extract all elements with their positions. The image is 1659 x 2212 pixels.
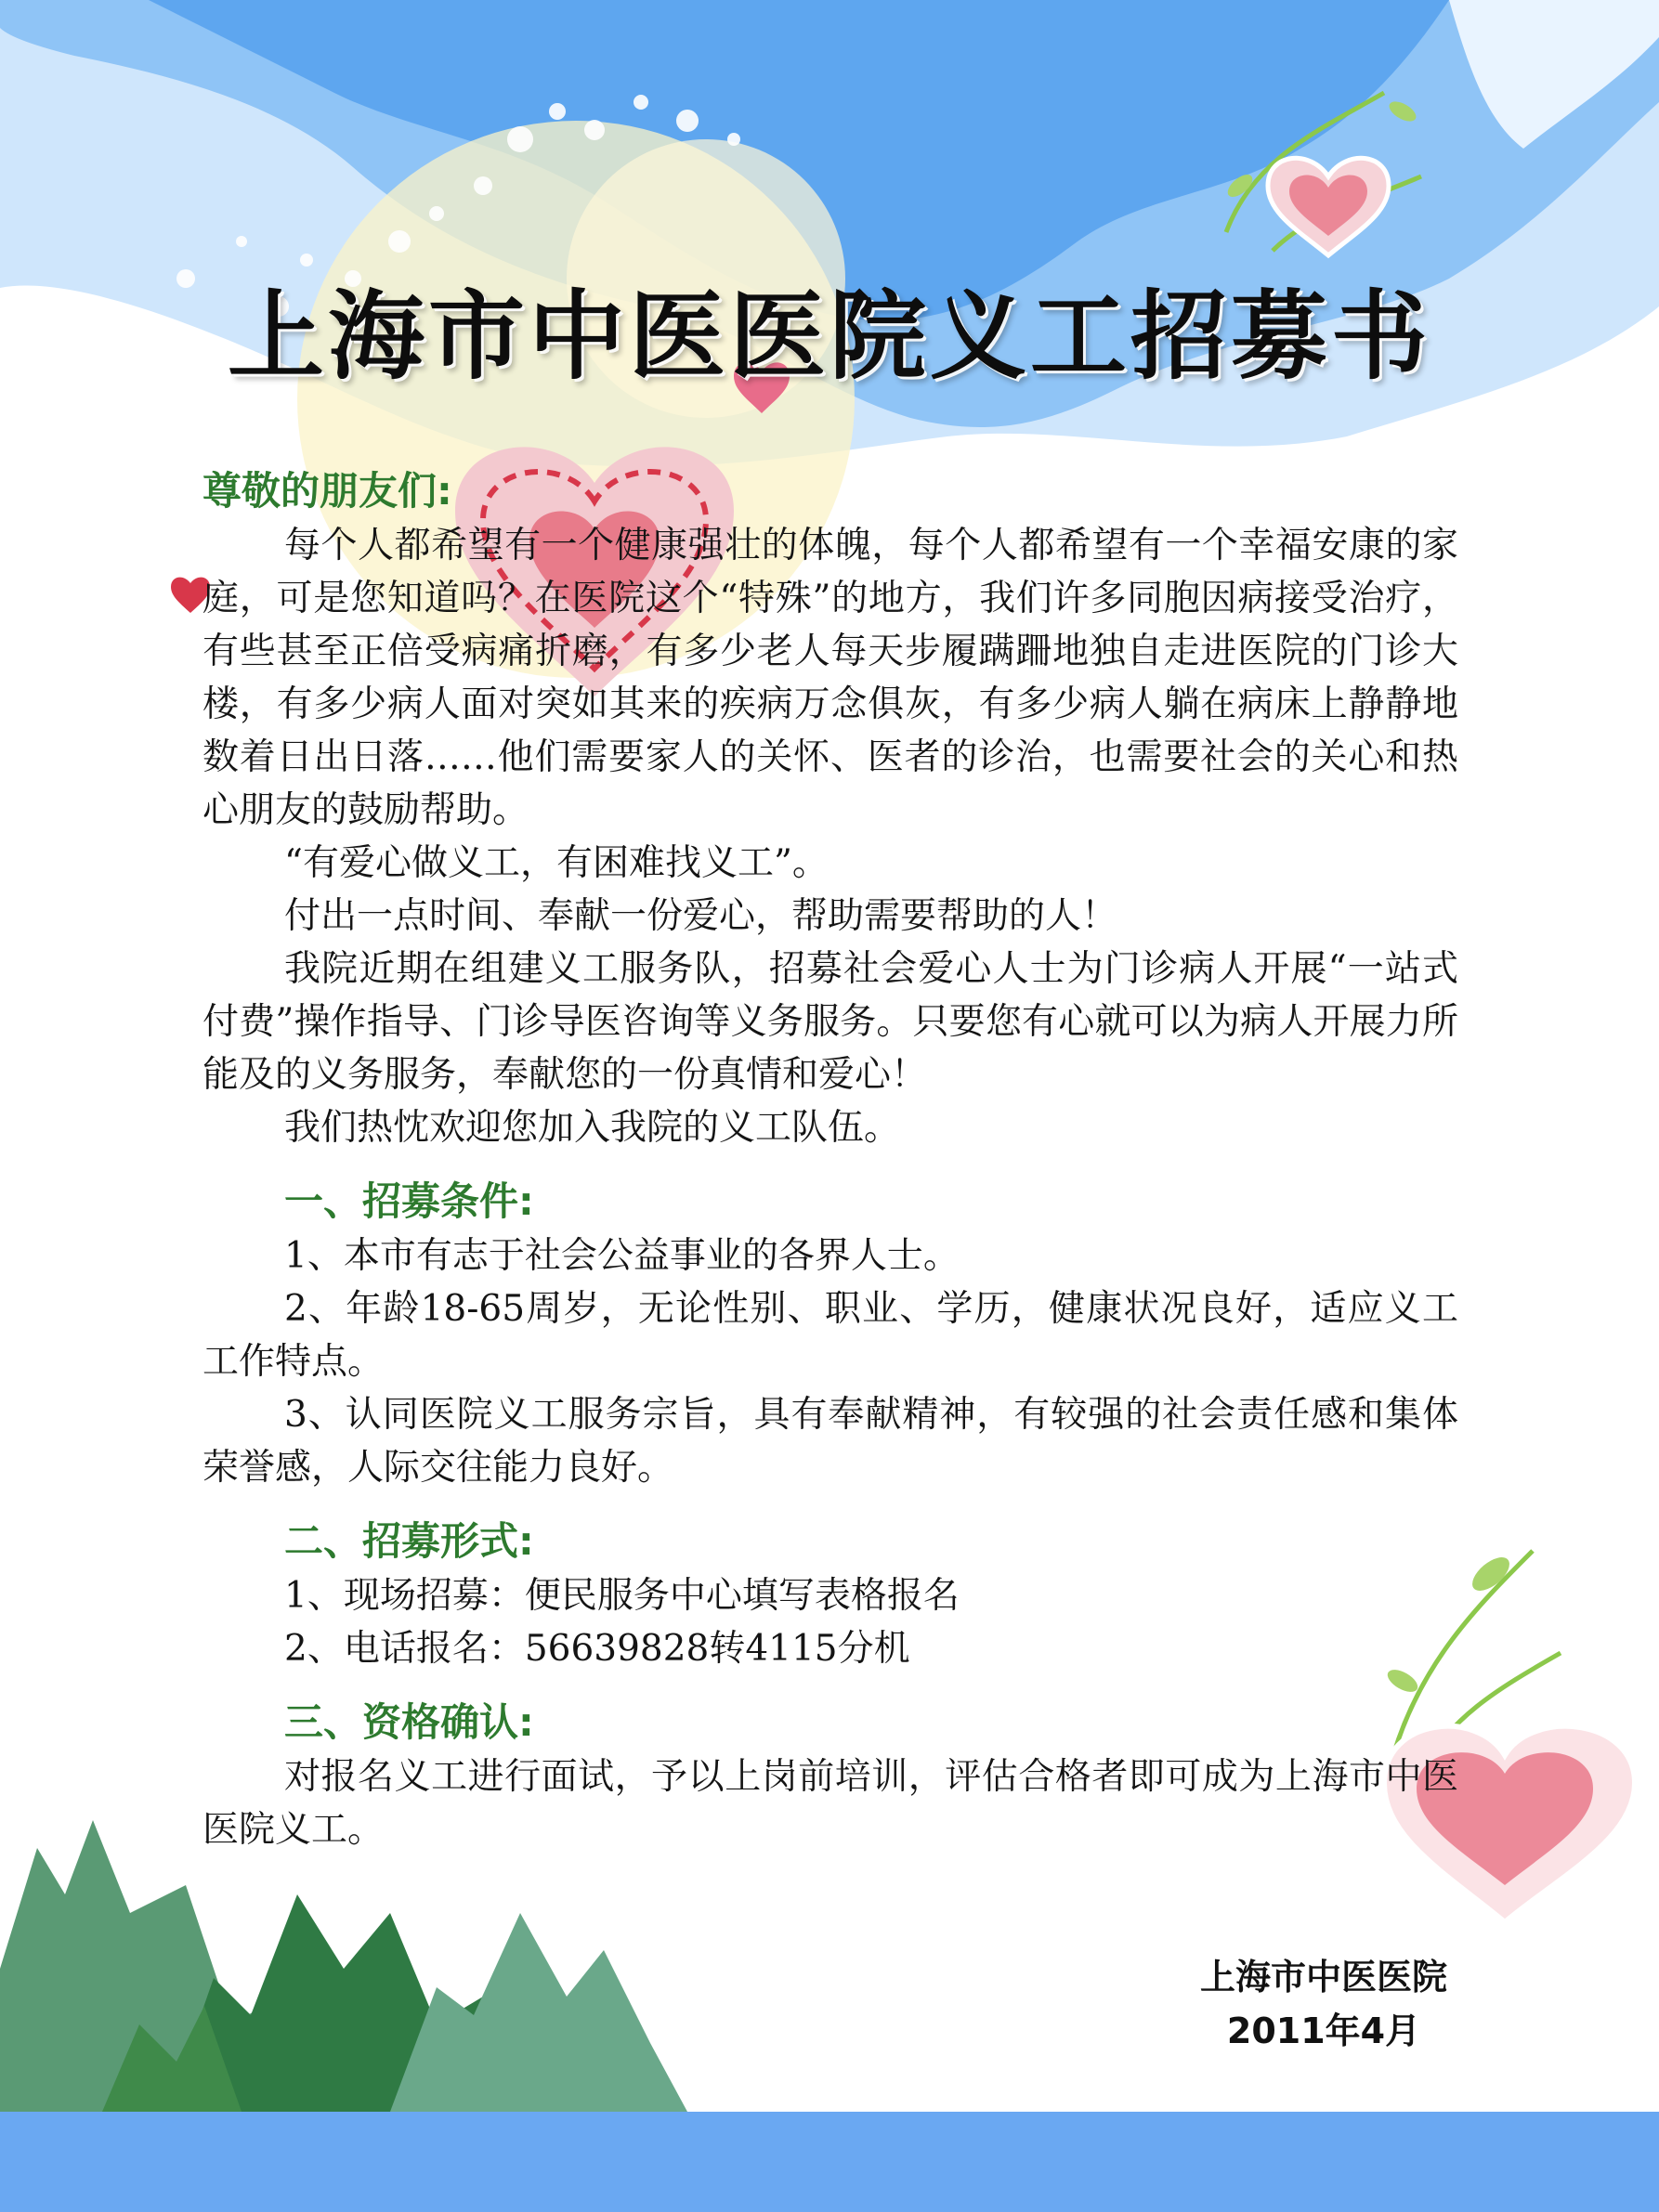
section-heading-conditions: 一、招募条件: bbox=[284, 1178, 534, 1224]
intro-recruitment: 我院近期在组建义工服务队，招募社会爱心人士为门诊病人开展“一站式付费”操作指导、门诊导医咨询等义务服务。只要您有心就可以为病人开展力所能及的义务服务，奉献您的一份真情和爱心！ bbox=[202, 948, 1458, 1096]
intro-paragraph: 每个人都希望有一个健康强壮的体魄，每个人都希望有一个幸福安康的家庭，可是您知道吗？在医院这个“特殊”的地方，我们许多同胞因病接受治疗，有些甚至正倍受病痛折磨，有多少老人每天步履蹒跚地独自走进医院的门诊大楼，有多少病人面对突如其来的疾病万念俱灰，有多少病人躺在病床上静静地数着日出日落……他们需要家人的关怀、医者的诊治，也需要社会的关心和热心朋友的鼓励帮助。 bbox=[202, 525, 1458, 831]
form-item: 2、电话报名：56639828转4115分机 bbox=[284, 1628, 910, 1670]
intro-appeal: 付出一点时间、奉献一份爱心，帮助需要帮助的人！ bbox=[284, 895, 1118, 937]
greeting: 尊敬的朋友们: bbox=[202, 468, 452, 514]
condition-item: 1、本市有志于社会公益事业的各界人士。 bbox=[284, 1235, 960, 1277]
condition-item: 3、认同医院义工服务宗旨，具有奉献精神，有较强的社会责任感和集体荣誉感，人际交往能力良好。 bbox=[202, 1394, 1458, 1489]
bottom-band bbox=[0, 2112, 1659, 2212]
section-heading-forms: 二、招募形式: bbox=[284, 1518, 534, 1564]
qualification-item: 对报名义工进行面试，予以上岗前培训，评估合格者即可成为上海市中医医院义工。 bbox=[202, 1756, 1458, 1851]
pine-tree-icon bbox=[0, 1820, 687, 2112]
intro-slogan: “有爱心做义工，有困难找义工”。 bbox=[284, 842, 829, 884]
page-title: 上海市中医医院义工招募书 bbox=[227, 279, 1431, 393]
form-item: 1、现场招募：便民服务中心填写表格报名 bbox=[284, 1575, 960, 1617]
letter-body bbox=[202, 464, 1458, 1856]
signature-date: 2011年4月 bbox=[1226, 2010, 1421, 2051]
section-heading-qualification: 三、资格确认: bbox=[284, 1699, 534, 1745]
intro-welcome: 我们热忱欢迎您加入我院的义工队伍。 bbox=[284, 1107, 901, 1149]
signature-org: 上海市中医医院 bbox=[1199, 1957, 1447, 1997]
condition-item: 2、年龄18-65周岁，无论性别、职业、学历，健康状况良好，适应义工工作特点。 bbox=[202, 1288, 1458, 1383]
signature bbox=[1143, 1950, 1505, 2058]
